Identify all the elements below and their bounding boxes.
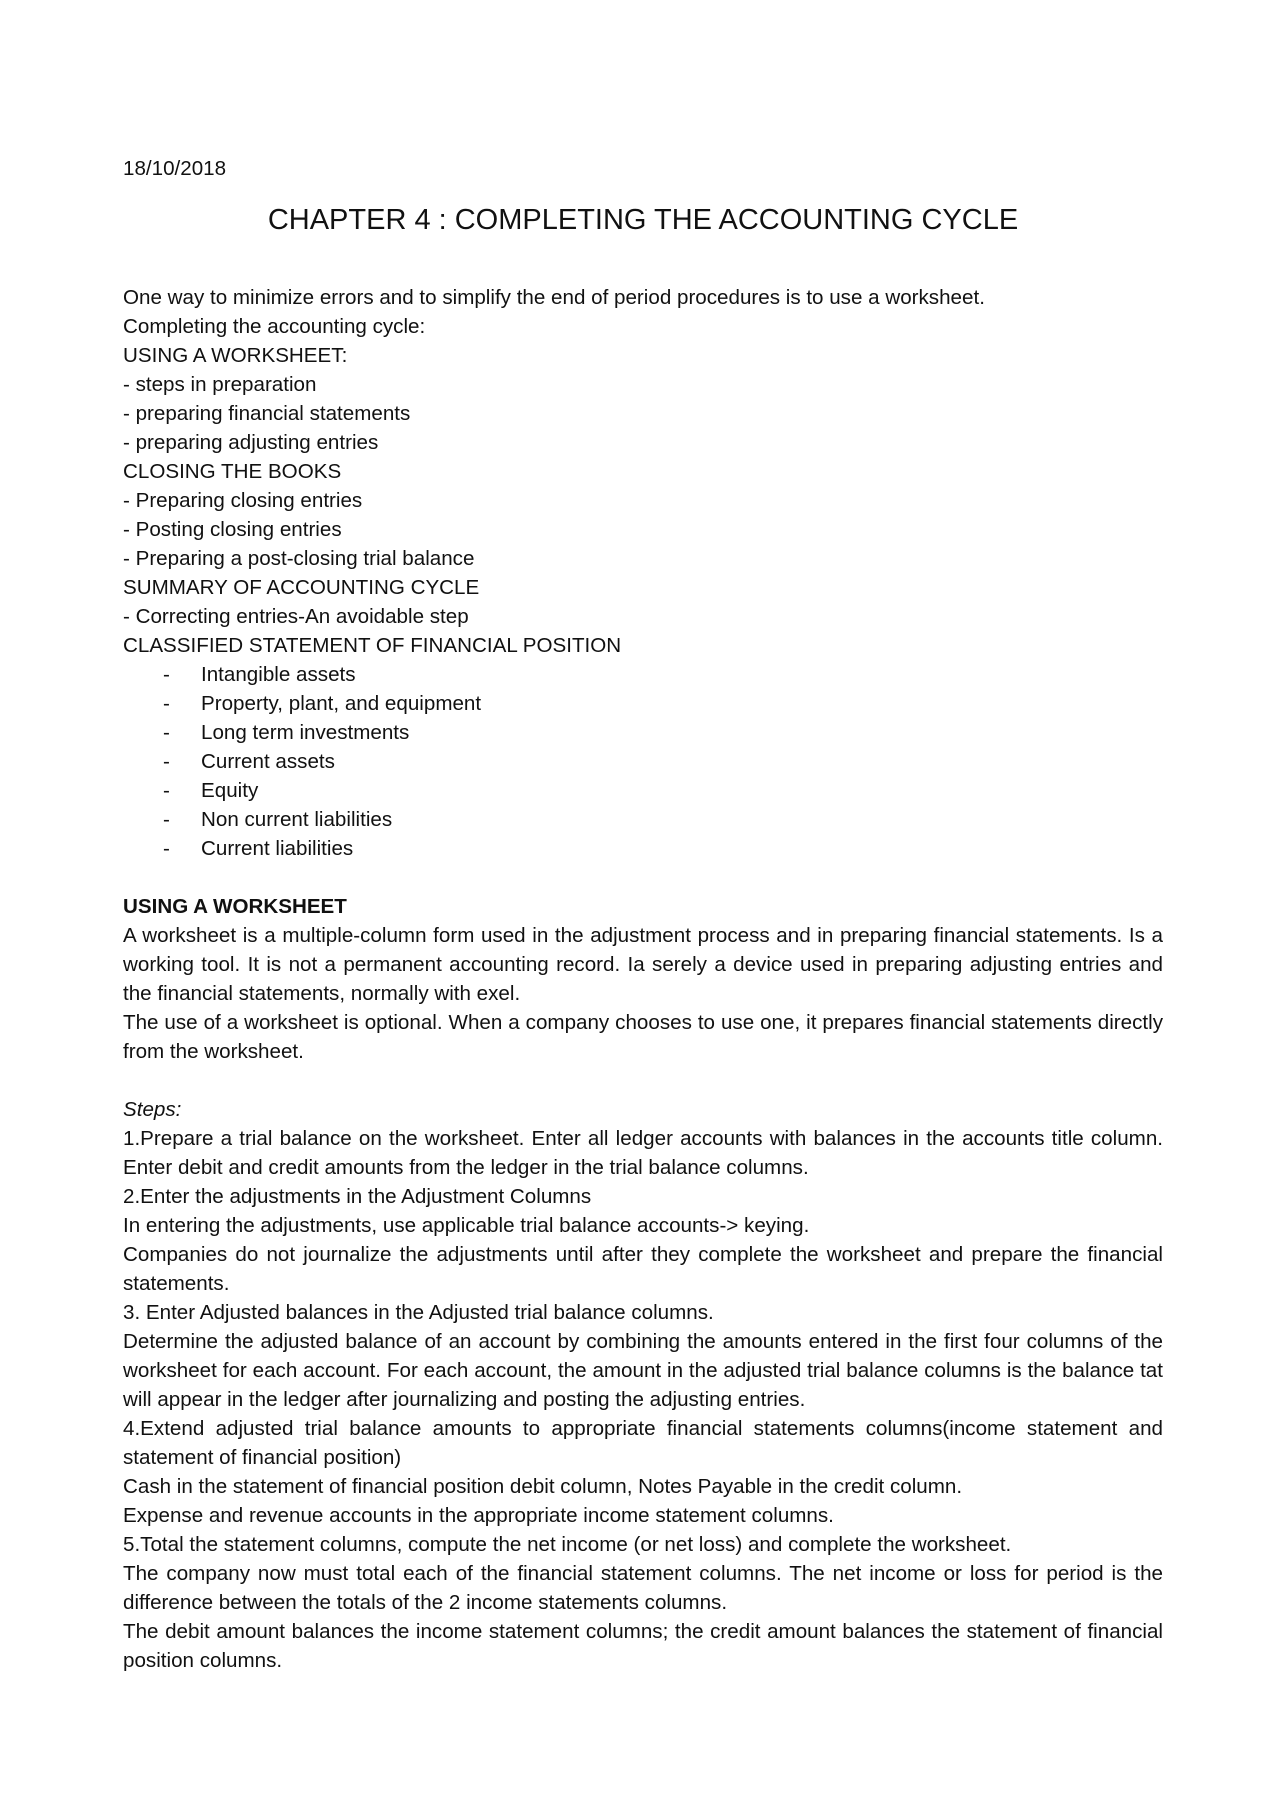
- section-heading-worksheet: USING A WORKSHEET: [123, 895, 347, 918]
- dash-marker: -: [163, 692, 170, 715]
- list-item: [123, 718, 1163, 747]
- list-item-text: Current assets: [201, 750, 335, 773]
- step-paragraph: Cash in the statement of financial position debit column, Notes Payable in the credit column.: [123, 1475, 963, 1498]
- intro-outline: [123, 283, 1163, 660]
- spacer: [123, 863, 1163, 892]
- list-item: [123, 834, 1163, 863]
- steps-label: Steps:: [123, 1098, 182, 1121]
- dash-marker: -: [163, 808, 170, 831]
- intro-line: - steps in preparation: [123, 373, 317, 396]
- list-item: [123, 805, 1163, 834]
- step-paragraph: The debit amount balances the income statement columns; the credit amount balances the statement of financial position columns.: [123, 1620, 1163, 1672]
- dash-marker: -: [163, 837, 170, 860]
- document-date: 18/10/2018: [123, 157, 227, 180]
- list-item: [123, 747, 1163, 776]
- step-paragraph: 5.Total the statement columns, compute the net income (or net loss) and complete the worksheet.: [123, 1533, 1012, 1556]
- step-paragraph: Companies do not journalize the adjustments until after they complete the worksheet and prepare the financial statements.: [123, 1243, 1163, 1295]
- worksheet-paragraph: The use of a worksheet is optional. When a company chooses to use one, it prepares financial statements directly from the worksheet.: [123, 1011, 1163, 1063]
- list-item-text: Property, plant, and equipment: [201, 692, 482, 715]
- intro-line: - Preparing closing entries: [123, 489, 363, 512]
- list-item-text: Current liabilities: [201, 837, 354, 860]
- intro-line: - preparing adjusting entries: [123, 431, 379, 454]
- intro-line: CLOSING THE BOOKS: [123, 460, 342, 483]
- document-body: [123, 154, 1163, 1675]
- step-paragraph: Determine the adjusted balance of an account by combining the amounts entered in the first four columns of the worksheet for each account. For each account, the amount in the adjusted trial balance columns is the balance tat will appear in the ledger after journalizing and posting the adjusting entries.: [123, 1330, 1163, 1411]
- intro-line: - Preparing a post-closing trial balance: [123, 547, 475, 570]
- intro-line: - Posting closing entries: [123, 518, 342, 541]
- intro-line: - Correcting entries-An avoidable step: [123, 605, 469, 628]
- step-paragraph: 1.Prepare a trial balance on the worksheet. Enter all ledger accounts with balances in the accounts title column. Enter debit and credit amounts from the ledger in the trial balance columns.: [123, 1127, 1163, 1179]
- step-paragraph: In entering the adjustments, use applicable trial balance accounts-> keying.: [123, 1214, 810, 1237]
- list-item-text: Long term investments: [201, 721, 410, 744]
- step-paragraph: The company now must total each of the financial statement columns. The net income or loss for period is the difference between the totals of the 2 income statements columns.: [123, 1562, 1163, 1614]
- intro-line: One way to minimize errors and to simplify the end of period procedures is to use a worksheet.: [123, 286, 985, 309]
- dash-marker: -: [163, 779, 170, 802]
- list-item-text: Intangible assets: [201, 663, 356, 686]
- list-item: [123, 660, 1163, 689]
- list-item-text: Non current liabilities: [201, 808, 393, 831]
- step-paragraph: 3. Enter Adjusted balances in the Adjusted trial balance columns.: [123, 1301, 714, 1324]
- intro-line: SUMMARY OF ACCOUNTING CYCLE: [123, 576, 480, 599]
- dash-marker: -: [163, 750, 170, 773]
- intro-line: USING A WORKSHEET:: [123, 344, 348, 367]
- list-item: [123, 689, 1163, 718]
- chapter-title: CHAPTER 4 : COMPLETING THE ACCOUNTING CYCLE: [267, 204, 1019, 236]
- spacer: [123, 1066, 1163, 1095]
- list-item: [123, 776, 1163, 805]
- list-item-text: Equity: [201, 779, 259, 802]
- worksheet-paragraph: A worksheet is a multiple-column form used in the adjustment process and in preparing financial statements. Is a working tool. It is not a permanent accounting record. Ia serely a device used in preparing adjusting entries and the financial statements, normally with exel.: [123, 924, 1163, 1005]
- dash-marker: -: [163, 721, 170, 744]
- intro-line: - preparing financial statements: [123, 402, 411, 425]
- step-paragraph: 4.Extend adjusted trial balance amounts to appropriate financial statements columns(income statement and statement of financial position): [123, 1417, 1163, 1469]
- dash-marker: -: [163, 663, 170, 686]
- intro-line: Completing the accounting cycle:: [123, 315, 426, 338]
- step-paragraph: 2.Enter the adjustments in the Adjustment Columns: [123, 1185, 592, 1208]
- intro-line: CLASSIFIED STATEMENT OF FINANCIAL POSITION: [123, 634, 622, 657]
- step-paragraph: Expense and revenue accounts in the appropriate income statement columns.: [123, 1504, 834, 1527]
- classified-items-list: [123, 660, 1163, 863]
